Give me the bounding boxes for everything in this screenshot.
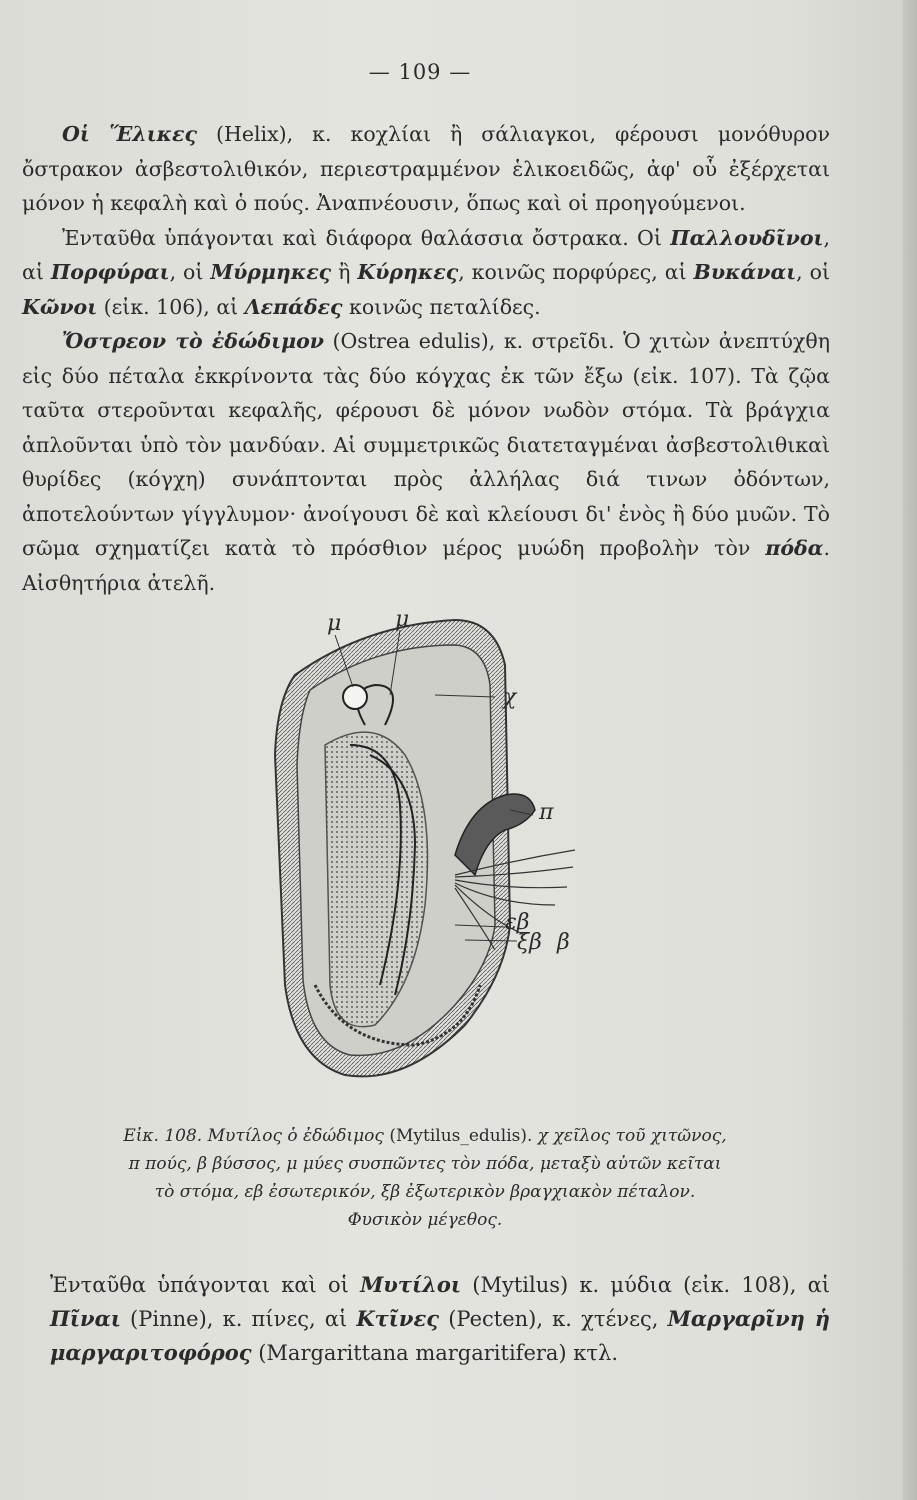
p2-text-e: (Margarittana margaritifera) κτλ. — [251, 1341, 619, 1365]
term-konoi: Κῶνοι — [22, 294, 98, 319]
label-mu-1: μ — [327, 611, 342, 636]
caption-name: Μυτίλος ὁ ἐδώδιμος — [202, 1126, 390, 1146]
label-chi: χ — [503, 685, 517, 710]
term-margarini: Μαργαρῖνη ἡ μαργαριτοφόρος — [50, 1306, 830, 1365]
term-kyrikes: Κύρηκες — [357, 260, 459, 284]
page-number: — 109 — — [368, 60, 472, 84]
label-pi: π — [539, 800, 554, 825]
term-ktines: Κτῖνες — [356, 1306, 440, 1331]
sep-text: , οἱ — [796, 260, 831, 284]
sep-text: (εἰκ. 106), αἱ — [97, 294, 245, 319]
term-palloudinoi: Παλλουδῖνοι — [670, 225, 824, 250]
label-beta: β — [557, 930, 570, 955]
term-porfyrai: Πορφύραι — [50, 260, 170, 284]
mussel-illustration — [255, 605, 585, 1115]
p2-text-d: (Pecten), κ. χτένες, — [439, 1307, 668, 1331]
term-mytiloi: Μυτίλοι — [360, 1272, 462, 1297]
mussel-drawing — [255, 605, 585, 1115]
closing-paragraph — [50, 1268, 830, 1370]
term-lepades: Λεπάδες — [244, 294, 343, 319]
sep-text: κοινῶς πεταλίδες. — [342, 294, 541, 319]
p2-text-c: (Pinne), κ. πίνες, αἱ — [120, 1307, 357, 1331]
caption-latin: (Mytilus_edulis). — [389, 1126, 533, 1146]
caption-line1-rest: χ χεῖλος τοῦ χιτῶνος, — [532, 1126, 727, 1146]
marine-text: Ἐνταῦθα ὑπάγονται καὶ διάφορα θαλάσσια ὄστρακα. Οἱ — [62, 225, 671, 250]
term-helix: Οἱ Ἕλικες — [62, 122, 197, 146]
term-myrmikes: Μύρμηκες — [210, 260, 332, 284]
term-pinai: Πῖναι — [50, 1306, 121, 1331]
caption-line4: Φυσικὸν μέγεθος. — [347, 1210, 503, 1230]
sep-text: ἢ — [331, 260, 358, 284]
sep-text: , αἱ — [22, 225, 830, 284]
label-xb: ξβ — [517, 930, 542, 955]
label-mu-2: μ — [395, 607, 410, 632]
caption-fig-number: Εἰκ. 108. — [123, 1126, 203, 1146]
p2-text-a: Ἐνταῦθα ὑπάγονται καὶ οἱ — [50, 1273, 361, 1297]
main-paragraph — [22, 117, 830, 600]
term-ostreon: Ὄστρεον τὸ ἐδώδιμον — [62, 329, 324, 353]
label-eb: εβ — [505, 910, 530, 935]
page-edge — [903, 0, 917, 1500]
term-poda: πόδα — [765, 536, 824, 560]
caption-line2: π πούς, β βύσσος, μ μύες συσπῶντες τὸν πόδα, μεταξὺ αὐτῶν κεῖται — [128, 1154, 722, 1174]
ostreon-end: . Αἰσθητήρια ἀτελῆ. — [22, 536, 830, 595]
sep-text: , κοινῶς πορφύρες, αἱ — [458, 260, 694, 284]
muscle-circle — [343, 685, 367, 709]
ostreon-text: (Ostrea edulis), κ. στρεῖδι. Ὁ χιτὼν ἀνεπτύχθη εἰς δύο πέταλα ἐκκρίνοντα τὰς δύο κόγχας ἐκ τῶν ἔξω (εἰκ. 107). Τὰ ζῷα ταῦτα στεροῦνται κεφαλῆς, φέρουσι δὲ μόνον νωδὸν στόμα. Τὰ βράγχια ἁπλοῦνται ὑπὸ τὸν μανδύαν. Αἱ συμμετρικῶς διατεταγμέναι ἀσβεστολιθικαὶ θυρίδες (κόγχη) συνάπτονται πρὸς ἀλλήλας διά τινων ὀδόντων, ἀποτελούντων γίγγλυμον· ἀνοίγουσι δὲ καὶ κλείουσι δι' ἑνὸς ἢ δύο μυῶν. Τὸ σῶμα σχηματίζει κατὰ τὸ πρόσθιον μέρος μυώδη προβολὴν τὸν — [22, 329, 830, 560]
term-bykanai: Βυκάναι — [693, 260, 797, 284]
figure-caption — [40, 1122, 810, 1234]
sep-text: , οἱ — [169, 260, 211, 284]
caption-line3: τὸ στόμα, εβ ἐσωτερικόν, ξβ ἐξωτερικὸν βραγχιακὸν πέταλον. — [154, 1182, 696, 1202]
helix-text: (Helix), κ. κοχλίαι ἢ σάλιαγκοι, φέρουσι μονόθυρον ὄστρακον ἀσβεστολιθικόν, περιεστραμμένον ἑλικοειδῶς, ἀφ' οὗ ἐξέρχεται μόνον ἡ κεφαλὴ καὶ ὁ πούς. Ἀναπνέουσιν, ὅπως καὶ οἱ προηγούμενοι. — [22, 122, 830, 215]
p2-text-b: (Mytilus) κ. μύδια (εἰκ. 108), αἱ — [461, 1273, 830, 1297]
